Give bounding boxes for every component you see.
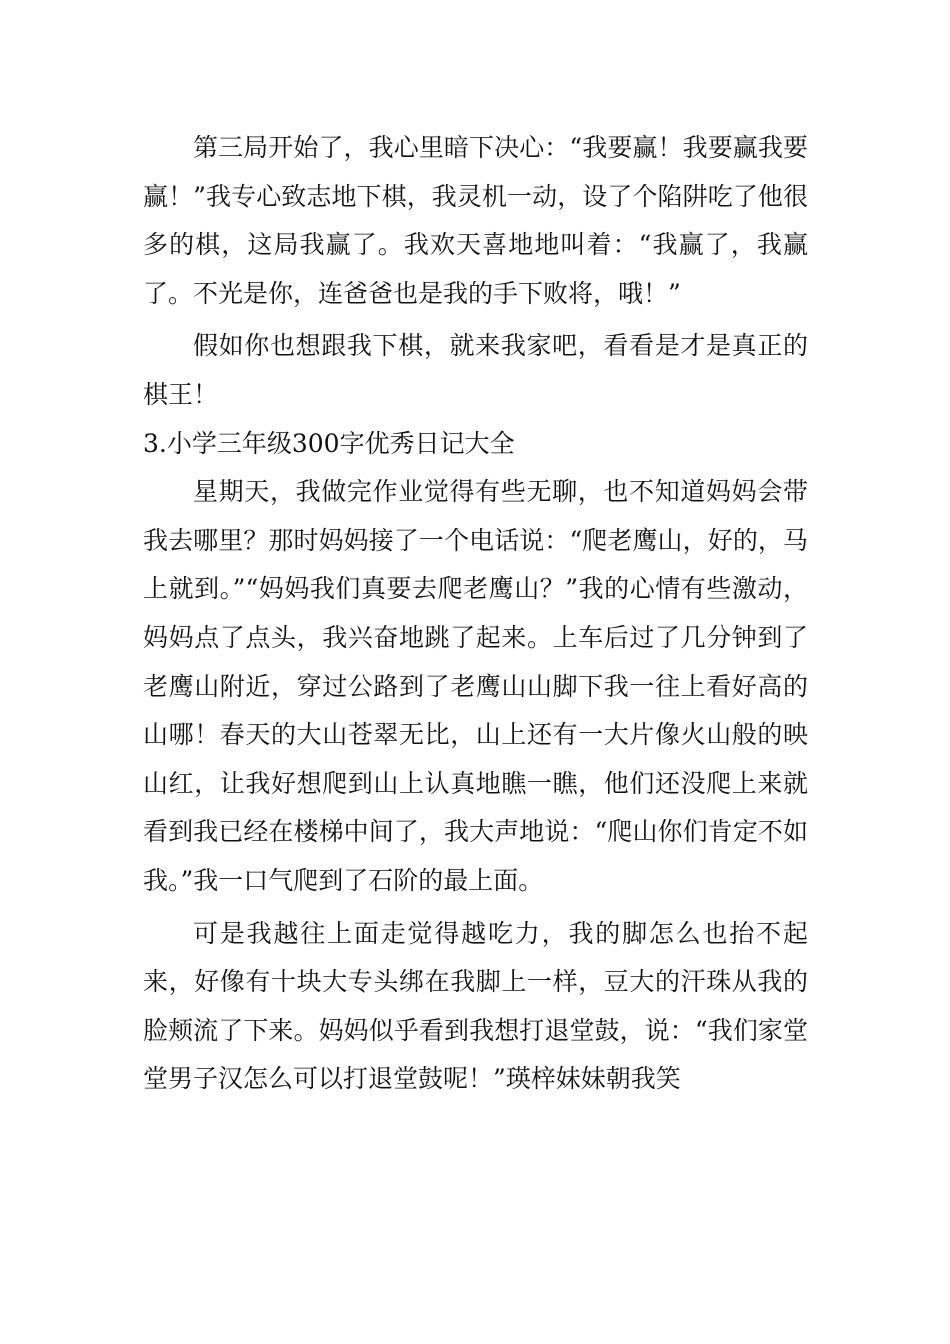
paragraph-sunday-hike: 星期天，我做完作业觉得有些无聊，也不知道妈妈会带我去哪里？那时妈妈接了一个电话说：“爬老鹰山，好的，马上就到。”“妈妈我们真要去爬老鹰山？”我的心情有些激动，妈妈点了点头，我兴奋地跳了起来。上车后过了几分钟到了老鹰山附近，穿过公路到了老鹰山山脚下我一往上看好高的山哪！春天的大山苍翠无比，山上还有一大片像火山般的映山红，让我好想爬到山上认真地瞧一瞧，他们还没爬上来就看到我已经在楼梯中间了，我大声地说：“爬山你们肯定不如我。”我一口气爬到了石阶的最上面。 bbox=[143, 477, 808, 895]
document-body bbox=[143, 124, 808, 1104]
paragraph-climbing-tired: 可是我越往上面走觉得越吃力，我的脚怎么也抬不起来，好像有十块大专头绑在我脚上一样，豆大的汗珠从我的脸颊流了下来。妈妈似乎看到我想打退堂鼓，说：“我们家堂堂男子汉怎么可以打退堂鼓呢！”瑛梓妹妹朝我笑 bbox=[143, 918, 808, 1094]
paragraph-chess-invitation: 假如你也想跟我下棋，就来我家吧，看看是才是真正的棋王！ bbox=[143, 331, 808, 409]
paragraph-chess-third-round: 第三局开始了，我心里暗下决心：“我要赢！我要赢我要赢！”我专心致志地下棋，我灵机一动，设了个陷阱吃了他很多的棋，这局我赢了。我欢天喜地地叫着：“我赢了，我赢了。不光是你，连爸爸也是我的手下败将，哦！” bbox=[143, 133, 808, 308]
section-heading: 3.小学三年级300字优秀日记大全 bbox=[143, 428, 515, 458]
